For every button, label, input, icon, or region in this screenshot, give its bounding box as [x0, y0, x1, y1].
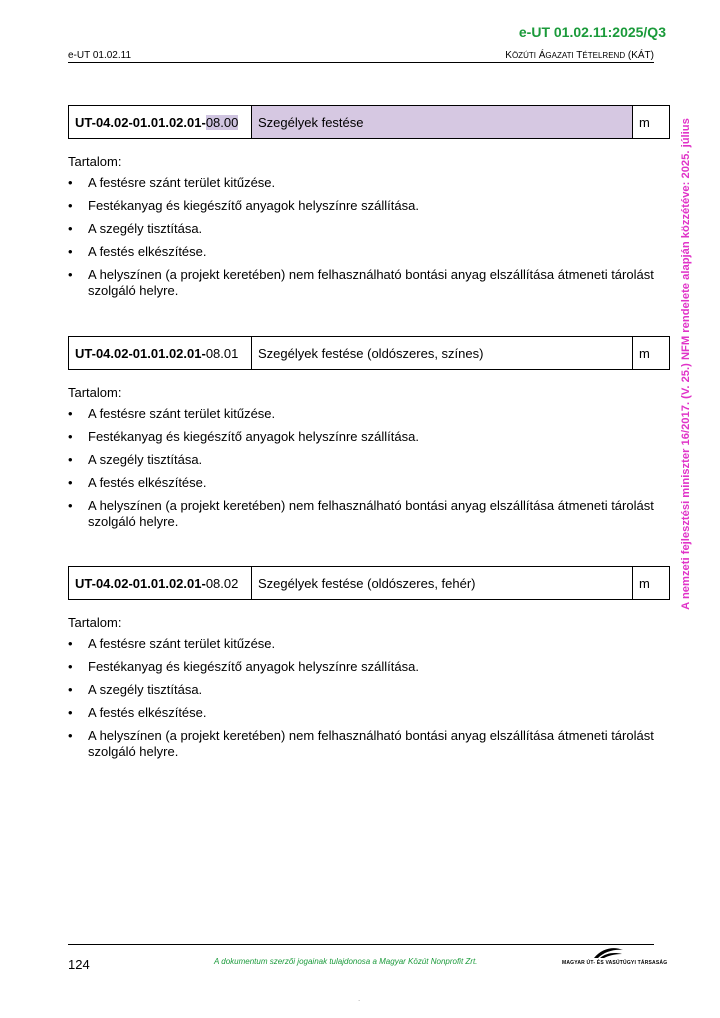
item-code: UT-04.02-01.01.02.01-08.02 — [69, 567, 252, 600]
content-label: Tartalom: — [68, 615, 122, 630]
logo-swoosh-icon — [592, 946, 624, 960]
page-dot: . — [358, 994, 361, 1003]
document-id: e-UT 01.02.11:2025/Q3 — [518, 24, 666, 40]
content-list — [68, 175, 670, 299]
list-item: • A helyszínen (a projekt keretében) nem felhasználható bontási anyag elszállítása átmeneti tárolást szolgáló helyre. — [68, 498, 670, 530]
item-unit: m — [633, 106, 670, 139]
content-list — [68, 636, 670, 760]
content-label: Tartalom: — [68, 385, 122, 400]
copyright-notice: A dokumentum szerzői jogainak tulajdonosa a Magyar Közút Nonprofit Zrt. — [214, 957, 478, 966]
item-unit: m — [633, 567, 670, 600]
header-divider — [68, 62, 654, 63]
content-label: Tartalom: — [68, 154, 122, 169]
header-left: e-UT 01.02.11 — [68, 50, 132, 61]
list-item: • A festés elkészítése. — [68, 475, 670, 491]
logo-text: MAGYAR ÚT- ÉS VASÚTÜGYI TÁRSASÁG — [562, 960, 668, 966]
page-number: 124 — [68, 957, 90, 972]
item-name: Szegélyek festése (oldószeres, fehér) — [252, 567, 633, 600]
list-item: • A festés elkészítése. — [68, 244, 670, 260]
item-header-table — [68, 336, 670, 370]
list-item: • Festékanyag és kiegészítő anyagok helyszínre szállítása. — [68, 198, 670, 214]
list-item: • A festésre szánt terület kitűzése. — [68, 175, 670, 191]
list-item: • A szegély tisztítása. — [68, 221, 670, 237]
item-name: Szegélyek festése — [252, 106, 633, 139]
item-code: UT-04.02-01.01.02.01-08.01 — [69, 337, 252, 370]
header-right: KÖZÚTI ÁGAZATI TÉTELREND (KÁT) — [505, 50, 654, 61]
list-item: • A helyszínen (a projekt keretében) nem felhasználható bontási anyag elszállítása átmeneti tárolást szolgáló helyre. — [68, 728, 670, 760]
item-name: Szegélyek festése (oldószeres, színes) — [252, 337, 633, 370]
item-block — [68, 566, 670, 767]
list-item: • A festésre szánt terület kitűzése. — [68, 406, 670, 422]
publication-note: A nemzeti fejlesztési miniszter 16/2017. (V. 25.) NFM rendelete alapján közzétéve: 2025. július — [680, 118, 692, 610]
footer-divider — [68, 944, 654, 945]
item-header-table — [68, 566, 670, 600]
list-item: • A festésre szánt terület kitűzése. — [68, 636, 670, 652]
list-item: • A szegély tisztítása. — [68, 452, 670, 468]
company-logo — [562, 946, 668, 968]
list-item: • A helyszínen (a projekt keretében) nem felhasználható bontási anyag elszállítása átmeneti tárolást szolgáló helyre. — [68, 267, 670, 299]
item-unit: m — [633, 337, 670, 370]
item-block — [68, 105, 670, 306]
item-block — [68, 336, 670, 537]
list-item: • Festékanyag és kiegészítő anyagok helyszínre szállítása. — [68, 659, 670, 675]
list-item: • A festés elkészítése. — [68, 705, 670, 721]
content-list — [68, 406, 670, 530]
list-item: • Festékanyag és kiegészítő anyagok helyszínre szállítása. — [68, 429, 670, 445]
list-item: • A szegély tisztítása. — [68, 682, 670, 698]
item-header-table — [68, 105, 670, 139]
item-code: UT-04.02-01.01.02.01-08.00 — [69, 106, 252, 139]
